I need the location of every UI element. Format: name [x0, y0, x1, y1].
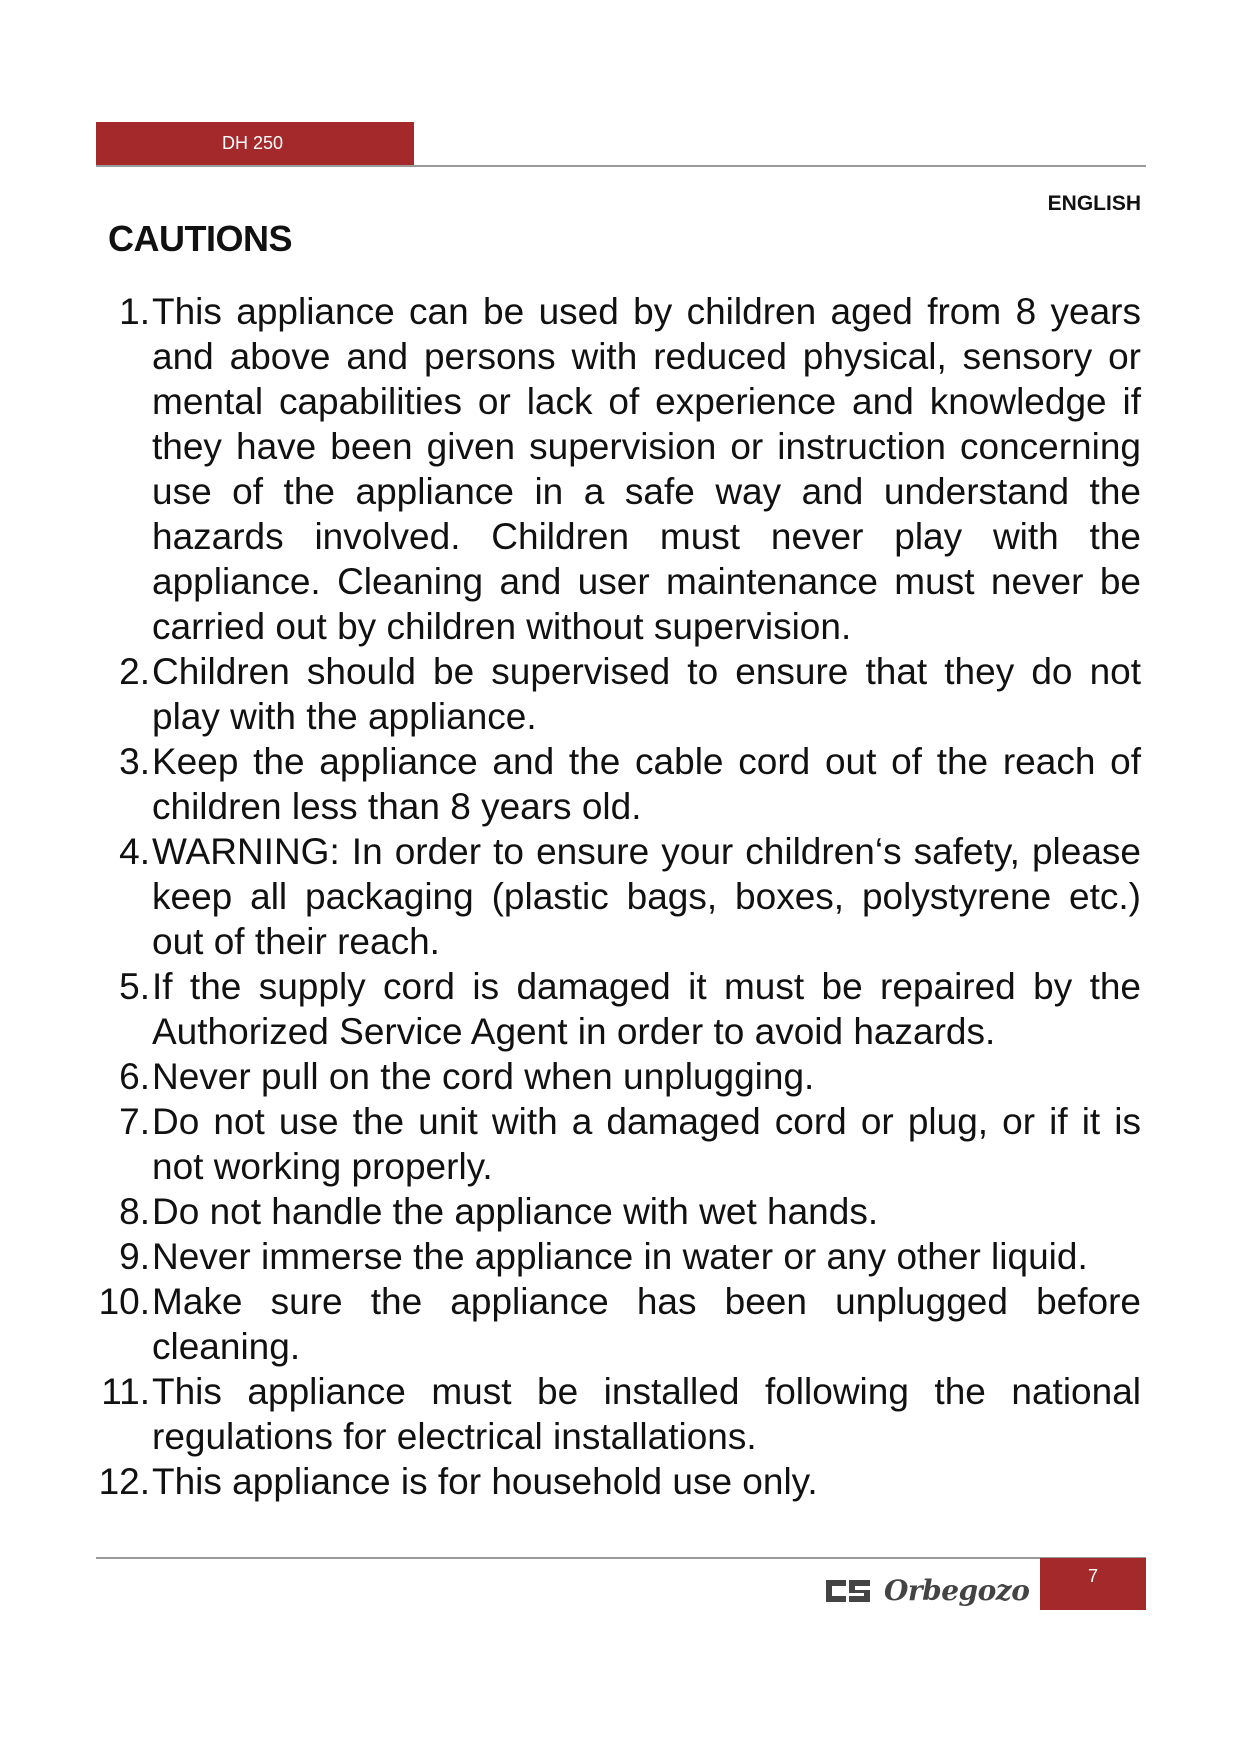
item-text: WARNING: In order to ensure your children‘s safety, please keep all packaging (plastic bags, boxes, polystyrene etc.) out of their reach.: [152, 831, 1141, 962]
item-number: 2.: [119, 651, 150, 692]
item-text: This appliance must be installed following the national regulations for electrical installations.: [152, 1371, 1141, 1457]
brand-logo: [826, 1572, 1028, 1610]
item-number: 9.: [119, 1236, 150, 1277]
list-item: [80, 1234, 1141, 1279]
item-text: Children should be supervised to ensure that they do not play with the appliance.: [152, 651, 1141, 737]
brand-mark-icon: [826, 1580, 870, 1602]
list-item: [80, 1459, 1141, 1504]
list-item: [80, 1369, 1141, 1459]
item-number: 4.: [119, 831, 150, 872]
page-number-tab: [1040, 1558, 1146, 1610]
item-text: Never immerse the appliance in water or any other liquid.: [152, 1236, 1088, 1277]
item-number: 7.: [119, 1101, 150, 1142]
item-number: 11.: [101, 1371, 150, 1412]
item-number: 1.: [119, 291, 150, 332]
header-divider: [96, 165, 1146, 167]
item-number: 12.: [98, 1461, 150, 1502]
model-label: DH 250: [222, 133, 284, 153]
item-number: 8.: [119, 1191, 150, 1232]
item-number: 3.: [119, 741, 150, 782]
item-text: Do not handle the appliance with wet hands.: [152, 1191, 879, 1232]
list-item: [80, 829, 1141, 964]
brand-name: Orbegozo: [884, 1574, 1030, 1607]
list-item: [80, 739, 1141, 829]
list-item: [80, 1279, 1141, 1369]
item-text: Never pull on the cord when unplugging.: [152, 1056, 815, 1097]
list-item: [80, 649, 1141, 739]
item-text: This appliance is for household use only.: [152, 1461, 818, 1502]
footer-divider: [96, 1557, 1146, 1559]
item-text: Make sure the appliance has been unplugged before cleaning.: [152, 1281, 1141, 1367]
list-item: [80, 1054, 1141, 1099]
cautions-list: [80, 289, 1141, 1504]
list-item: [80, 1189, 1141, 1234]
item-text: Do not use the unit with a damaged cord or plug, or if it is not working properly.: [152, 1101, 1141, 1187]
item-text: If the supply cord is damaged it must be repaired by the Authorized Service Agent in order to avoid hazards.: [152, 966, 1141, 1052]
item-number: 6.: [119, 1056, 150, 1097]
page-title: CAUTIONS: [108, 218, 292, 259]
item-text: Keep the appliance and the cable cord out of the reach of children less than 8 years old.: [152, 741, 1141, 827]
language-label: ENGLISH: [1047, 192, 1141, 215]
list-item: [80, 1099, 1141, 1189]
page-number: 7: [1087, 1566, 1098, 1586]
item-number: 10.: [98, 1281, 150, 1322]
item-text: This appliance can be used by children aged from 8 years and above and persons with reduced physical, sensory or mental capabilities or lack of experience and knowledge if they have been given supervision or instruction concerning use of the appliance in a safe way and understand the hazards involved. Children must never play with the appliance. Cleaning and user maintenance must never be carried out by children without supervision.: [152, 291, 1141, 647]
list-item: [80, 964, 1141, 1054]
list-item: [80, 289, 1141, 649]
item-number: 5.: [119, 966, 150, 1007]
header-model-tab: [96, 122, 414, 166]
